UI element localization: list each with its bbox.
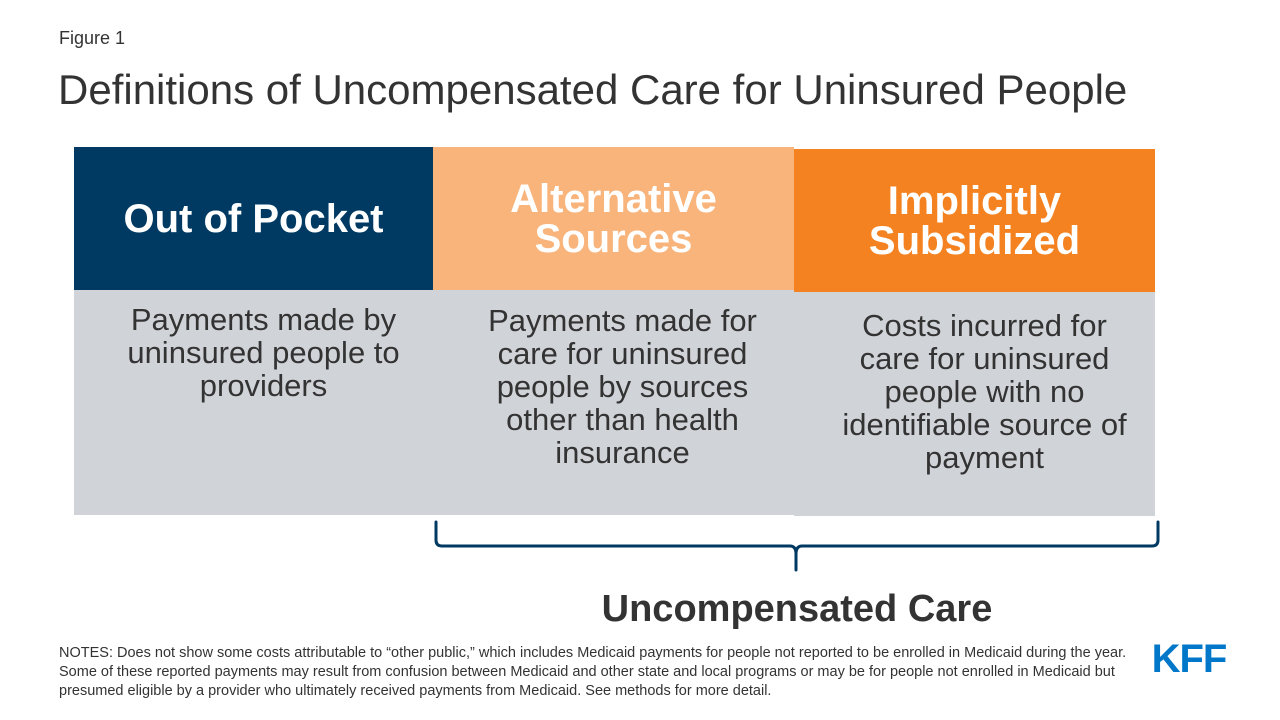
column-heading-implicitly-subsidized (794, 149, 1155, 292)
column-heading-text: Out of Pocket (123, 196, 384, 241)
column-description: Payments made for care for uninsured people by sources other than health insurance (488, 303, 757, 470)
column-heading-text: Implicitly Subsidized (868, 178, 1081, 263)
column-body-out-of-pocket (74, 290, 433, 515)
bracket-label: Uncompensated Care (601, 588, 993, 630)
kff-logo (1145, 636, 1233, 680)
column-description: Costs incurred for care for uninsured people with no identifiable source of payment (842, 308, 1127, 475)
column-heading-text: Alternative Sources (510, 176, 717, 261)
figure-label: Figure 1 (59, 28, 126, 48)
kff-logo-text: KFF (1151, 637, 1227, 680)
bracket-icon (430, 518, 1164, 578)
column-implicitly-subsidized (794, 149, 1155, 516)
column-heading-alternative-sources (433, 147, 794, 290)
column-description: Payments made by uninsured people to providers (127, 302, 400, 403)
notes-text: NOTES: Does not show some costs attributable to “other public,” which includes Medicaid payments for people not reported to be enrolled in Medicaid during the year. Some of these reported payments may result from confusion between Medicaid and other state and local programs or may be for people not enrolled in Medicaid but presumed eligible by a provider who ultimately received payments from Medicaid. See methods for more detail. (59, 645, 1127, 699)
column-out-of-pocket (74, 147, 433, 515)
page-title: Definitions of Uncompensated Care for Uninsured People (58, 66, 1128, 113)
column-body-alternative-sources (433, 290, 794, 515)
column-alternative-sources (433, 147, 794, 515)
column-heading-out-of-pocket (74, 147, 433, 290)
column-body-implicitly-subsidized (794, 292, 1155, 516)
